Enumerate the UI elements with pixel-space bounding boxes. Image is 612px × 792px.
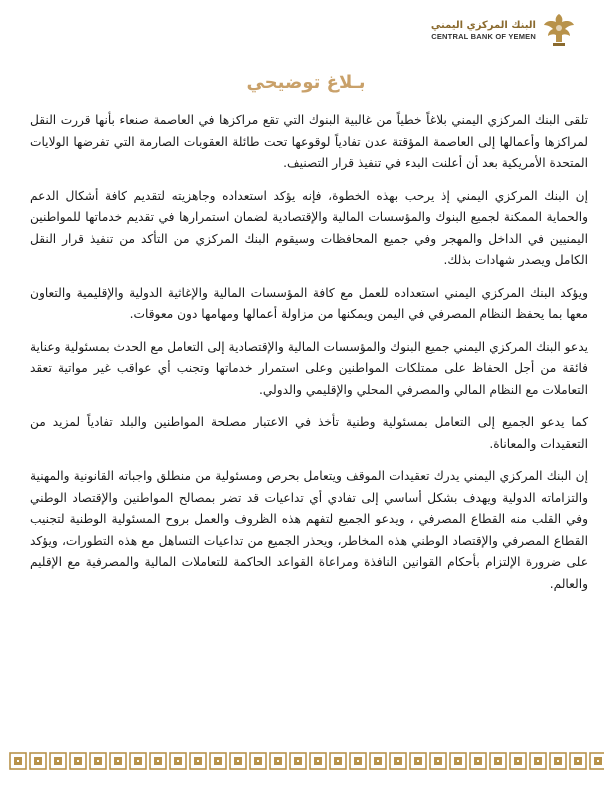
paragraph-4: يدعو البنك المركزي اليمني جميع البنوك والمؤسسات المالية والإقتصادية إلى التعامل مع الحدث بمسئولية وعناية فائقة من أجل الحفاظ على ممتلكات المواطنين وعلى استمرار خدماتها وتجنب أي عواقب غير مواتية تعقد التعاملات مع النظام المالي والمصرفي المحلي والإقليمي والدولي. [30, 339, 588, 397]
bank-header [431, 8, 576, 52]
decorative-footer-border [8, 750, 604, 772]
notice-body [30, 110, 588, 606]
bank-name-arabic: البنك المركزي اليمني [430, 19, 536, 31]
paragraph-6: إن البنك المركزي اليمني يدرك تعقيدات الموقف ويتعامل بحرص ومسئولية من منطلق واجباته القانونية والمهنية والتزاماته الدولية ويهدف بشكل أساسي إلى تفادي أي تداعيات قد تضر بمصالح المواطنين والإقتصاد الوطني وفي القلب منه القطاع المصرفي ، ويدعو الجميع لتفهم هذه الظروف والعمل بروح المسئولية الوطنية لتجنيب القطاع المصرفي والإقتصاد الوطني هذه المخاطر، ويحذر الجميع من تداعيات التساهل مع هذه التطورات، ويؤكد على ضرورة الإلتزام بأحكام القوانين النافذة ومراعاة القواعد الحاكمة للتعاملات المالية والمصرفية مع الإقليم والعالم. [30, 469, 588, 591]
bank-name-english: CENTRAL BANK OF YEMEN [431, 31, 536, 41]
paragraph-5: كما يدعو الجميع إلى التعامل بمسئولية وطنية تأخذ في الاعتبار مصلحة المواطنين والبلد تفادياً لمزيد من التعقيدات والمعاناة. [30, 415, 588, 451]
paragraph-3: ويؤكد البنك المركزي اليمني استعداده للعمل مع كافة المؤسسات المالية والإغاثية الدولية والإقليمية والتعاون معها بما يحفظ النظام المصرفي في اليمن ويمكنها من مزاولة أعمالها ومهامها دون معوقات. [30, 285, 588, 321]
eagle-emblem-icon [542, 10, 576, 50]
paragraph-1: تلقى البنك المركزي اليمني بلاغاً خطياً من غالبية البنوك التي تقع مراكزها في العاصمة صنعاء بأنها قررت النقل لمراكزها وأعمالها إلى العاصمة المؤقتة عدن تفادياً لوقوعها تحت طائلة العقوبات الصارمة التي تفرضها الولايات المتحدة الأمريكية بعد أن أعلنت البدء في تنفيذ قرار التصنيف. [30, 113, 588, 170]
notice-title: بـلاغ توضيحي [246, 72, 366, 93]
bank-logo-text [431, 19, 536, 42]
paragraph-2: إن البنك المركزي اليمني إذ يرحب بهذه الخطوة، فإنه يؤكد استعداده وجاهزيته لتقديم كافة أشكال الدعم والحماية الممكنة لجميع البنوك والمؤسسات المالية والإقتصادية لضمان استمرارها في تقديم خدماتها للمواطنين اليمنيين في الداخل والمهجر وفي جميع المحافظات وسيقوم البنك المركزي من التأكد من تنفيذ قرار النقل الكامل ويصدر شهادات بذلك. [30, 188, 588, 267]
